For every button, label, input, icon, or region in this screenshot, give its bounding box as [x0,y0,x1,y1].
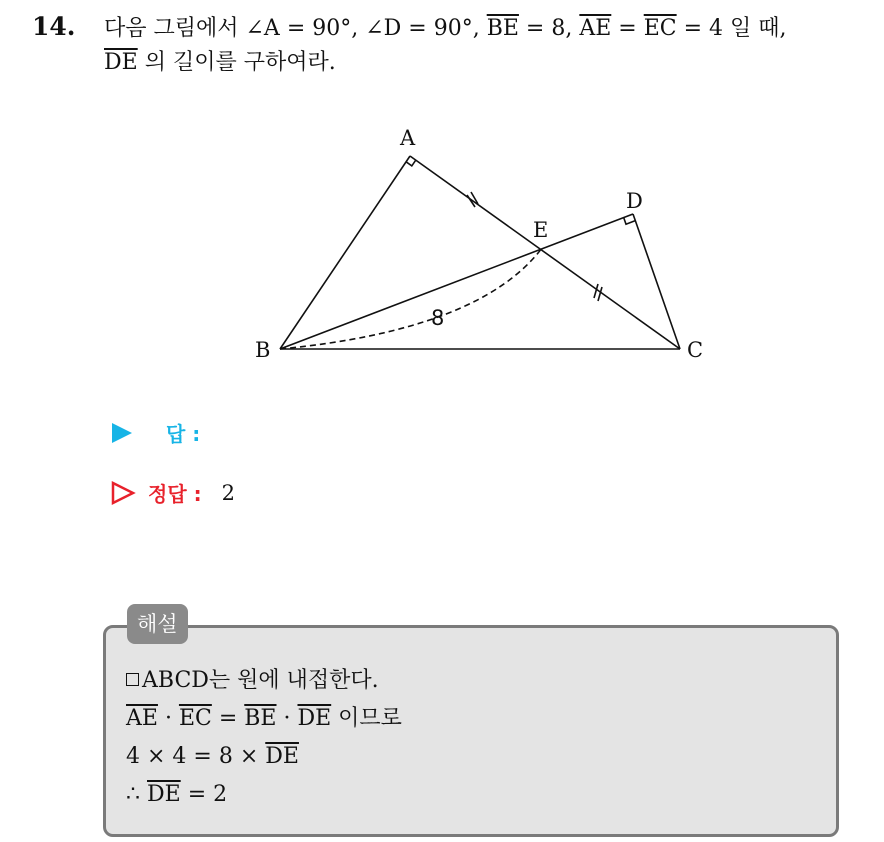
answer-row [110,418,200,447]
problem-tail: = 4 일 때, [676,16,787,41]
solution-line-1 [126,662,402,700]
sol-eq: = [211,706,245,731]
correct-answer-value: 2 [221,480,235,505]
vertex-label-d: D [626,189,643,213]
sol-line4-lead: ∴ [126,782,147,807]
solution-line-2 [126,700,402,738]
vertex-label-e: E [533,218,549,242]
geometry-figure [250,120,730,380]
sol-line2-tail: 이므로 [331,706,402,731]
segment-ac [410,156,680,349]
segment-bd [280,214,633,349]
sol-dot-2: · [276,706,298,731]
solution-tab: 해설 [127,604,188,644]
tick-mark-ec-1 [594,284,598,298]
problem-mid2: = [611,16,644,41]
problem-statement [104,12,874,80]
problem-line-2 [104,46,874,80]
sol-segment-ec: $\overline{EC}$ [178,706,212,731]
sol-line3-de: $\overline{DE}$ [265,744,299,769]
sol-line4-de: $\overline{DE}$ [147,782,181,807]
problem-line-1 [104,12,874,46]
problem-number: 14. [32,12,76,41]
solution-content [126,662,402,814]
segment-ec: $\overline{EC}$ [643,16,677,41]
segment-be: $\overline{BE}$ [486,16,519,41]
vertex-label-c: C [687,338,704,362]
sol-line4-tail: = 2 [180,782,228,807]
solution-line-4 [126,776,402,814]
tick-mark-ec-2 [598,287,602,301]
right-angle-mark-d [624,218,636,225]
problem-lead: 다음 그림에서 ∠A = 90°, ∠D = 90°, [104,16,487,41]
sol-line3-lead: 4 × 4 = 8 × [126,744,266,769]
vertex-label-a: A [400,126,416,150]
sol-segment-ae: $\overline{AE}$ [126,706,158,731]
sol-dot-1: · [157,706,179,731]
sol-segment-be: $\overline{BE}$ [244,706,277,731]
segment-de: $\overline{DE}$ [104,50,138,75]
sol-segment-de: $\overline{DE}$ [297,706,332,731]
vertex-label-b: B [255,338,271,362]
solution-line1-text: ABCD는 원에 내접한다. [142,668,379,693]
problem-mid1: = 8, [518,16,580,41]
correct-answer-label: 정답 : [148,482,202,506]
segment-dc [633,214,680,349]
square-symbol-icon [126,673,139,686]
length-label-8: 8 [431,306,445,330]
solution-line-3 [126,738,402,776]
answer-label: 답 : [166,422,201,446]
outline-triangle-icon [110,480,136,506]
correct-answer-row [110,478,235,507]
segment-ae: $\overline{AE}$ [579,16,612,41]
segment-ab [280,156,410,349]
problem-line2-tail: 의 길이를 구하여라. [137,50,336,75]
play-triangle-icon [110,421,134,445]
